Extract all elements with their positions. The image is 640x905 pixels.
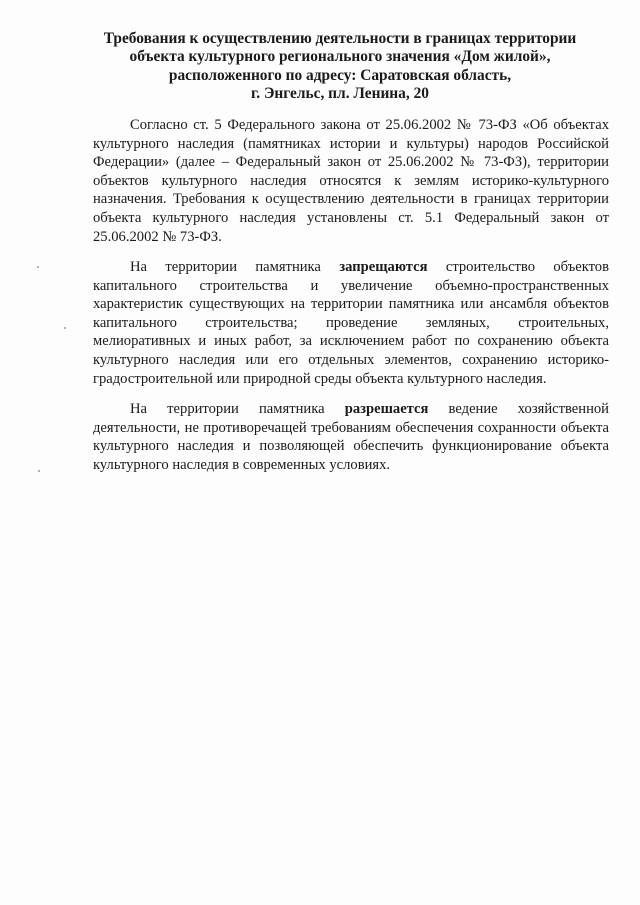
title-line: объекта культурного регионального значения «Дом жилой», <box>129 48 551 66</box>
title-line: г. Энгельс, пл. Ленина, 20 <box>251 84 429 102</box>
emphasis-permitted: разрешается <box>344 401 429 417</box>
paragraph-permissions <box>93 400 609 474</box>
paragraph-text: На территории памятника <box>130 401 345 417</box>
scan-speck <box>64 327 66 329</box>
emphasis-prohibited: запрещаются <box>339 259 428 275</box>
title-line: Требования к осуществлению деятельности в границах территории <box>103 30 577 47</box>
paragraph-text: ведение хозяйственной деятельности, не противоречащей требованиям обеспечения сохранности объекта культурного наследия и позволяющей обеспечить функционирование объекта культурного наследия в современных условиях. <box>93 401 609 473</box>
scan-speck <box>37 266 39 268</box>
scan-speck <box>38 470 40 472</box>
paragraph-text: строительство объектов капитального строительства и увеличение объемно-пространственных характеристик существующих на территории памятника или ансамбля объектов капитального строительства; проведение земляных, строительных, мелиоративных и иных работ, за исключением работ по сохранению объекта культурного наследия или его отдельных элементов, сохранению историко-градостроительной или природной среды объекта культурного наследия. <box>93 259 609 387</box>
title-line: расположенного по адресу: Саратовская область, <box>168 66 512 84</box>
paragraph-prohibitions <box>93 258 609 388</box>
document-title <box>80 30 600 103</box>
paragraph-legal-basis: Согласно ст. 5 Федерального закона от 25.06.2002 № 73-ФЗ «Об объектах культурного наследия (памятниках истории и культуры) народов Российской Федерации» (далее – Федеральный закон от 25.06.2002 № 73-ФЗ), территории объектов культурного наследия относятся к землям историко-культурного назначения. Требования к осуществлению деятельности в границах территории объекта культурного наследия установлены ст. 5.1 Федеральный закон от 25.06.2002 № 73-ФЗ. <box>93 117 609 245</box>
paragraph-text: На территории памятника <box>130 259 340 275</box>
